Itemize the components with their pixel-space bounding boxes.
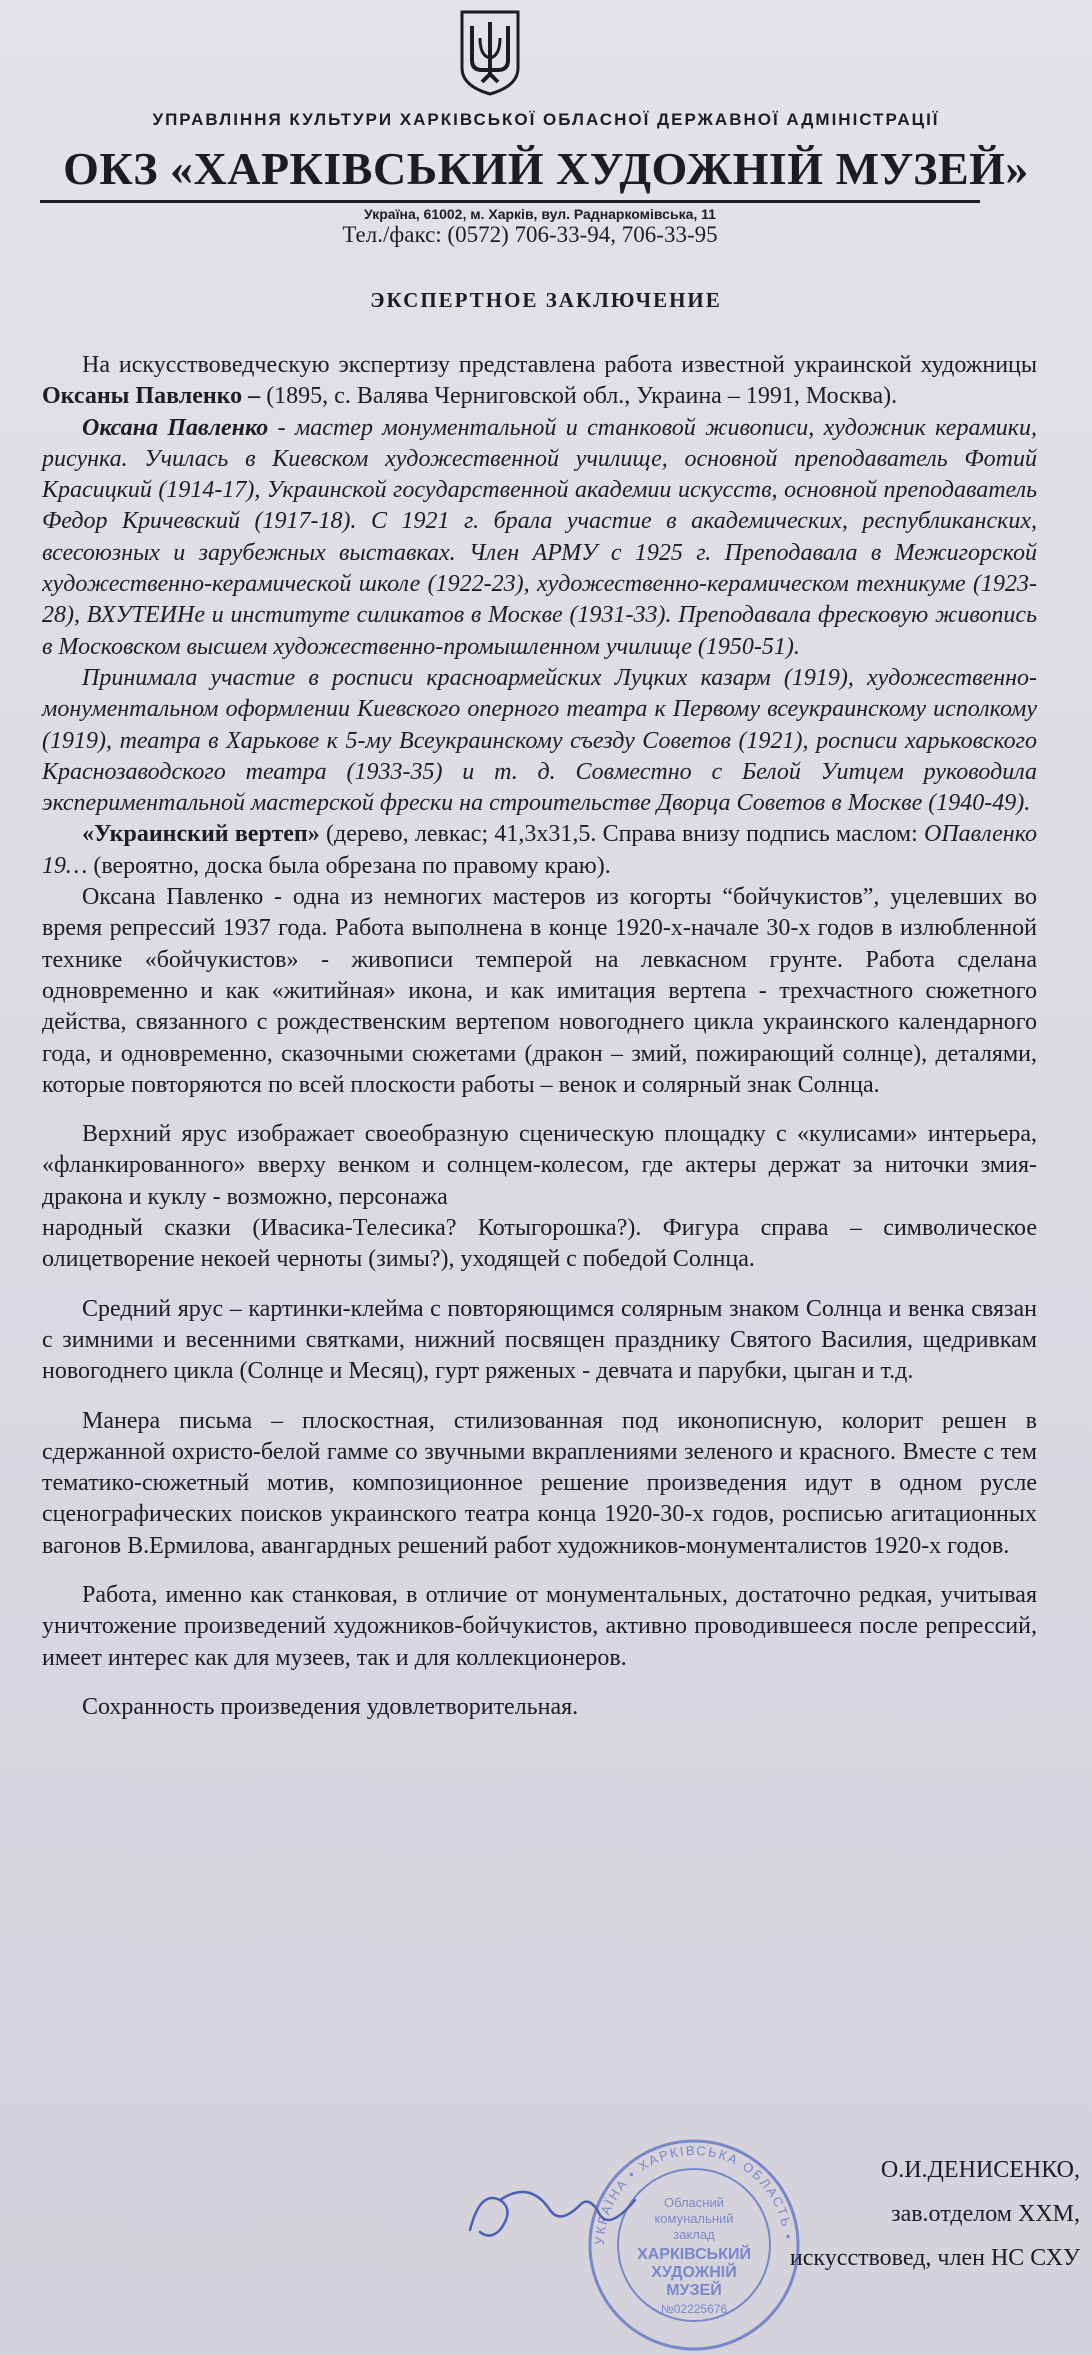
artwork-note: (вероятно, доска была обрезана по правому краю).: [87, 852, 611, 879]
paragraph-intro: [42, 350, 1037, 413]
paragraph-analysis: Оксана Павленко - одна из немногих мастеров из когорты “бойчукистов”, уцелевших во время репрессий 1937 года. Работа выполнена в конце 1920-х-начале 30-х годов в излюбленной технике «бойчукистов» - живописи темперой на левкасном грунте. Работа сделана одновременно и как «житийная» икона, и как имитация вертепа - трехчастного сюжетного действа, связанного с рождественским вертепом новогоднего цикла украинского календарного года, и одновременно, сказочными сюжетами (дракон – змий, пожирающий солнце), деталями, которые повторяются по всей плоскости работы – венок и солярный знак Солнца.: [42, 884, 1037, 1098]
paragraph-upper-tier: Верхний ярус изображает своеобразную сценическую площадку с «кулисами» интерьера, «фланкированного» вверху венком и солнцем-колесом, где актеры держат за ниточки змия-дракона и куклу - возможно, персонажа: [42, 1121, 1037, 1210]
paragraph-condition: Сохранность произведения удовлетворительная.: [82, 1693, 579, 1720]
museum-phone: Тел./факс: (0572) 706-33-94, 706-33-95: [342, 222, 718, 247]
museum-address: Україна, 61002, м. Харків, вул. Раднаркомівська, 11: [364, 206, 716, 222]
stamp-code: №02225676: [660, 2302, 728, 2316]
stamp-line-6: МУЗЕЙ: [666, 2282, 722, 2299]
trident-emblem-icon: [458, 8, 522, 96]
stamp-line-3: заклад: [673, 2227, 715, 2242]
artwork-title: «Украинский вертеп»: [82, 821, 320, 848]
artwork-signature: ОПавленко 19…: [42, 821, 1037, 879]
signer-name: О.И.ДЕНИСЕНКО,: [880, 2157, 1080, 2183]
intro-dates: (1895, с. Валява Черниговской обл., Украина – 1991, Москва).: [260, 383, 898, 410]
signer-title: искусствовед, член НС СХУ: [789, 2245, 1080, 2271]
paragraph-upper-tier-cont: народный сказки (Ивасика-Телесика? Котыгорошка?). Фигура справа – символическое олицетворение некоей черноты (зимы?), уходящей с победой Солнца.: [42, 1215, 1037, 1273]
header-divider: [40, 200, 980, 203]
stamp-line-5: ХУДОЖНІЙ: [651, 2264, 737, 2281]
handwritten-signature: [460, 2170, 660, 2250]
document-title: ЭКСПЕРТНОЕ ЗАКЛЮЧЕНИЕ: [370, 288, 722, 312]
paragraph-works: Принимала участие в росписи красноармейских Луцких казарм (1919), художественно-монументальном оформлении Киевского оперного театра к Первому всеукраинскому исполкому (1919), театра в Харькове к 5-му Всеукраинскому съезду Советов (1921), росписи харьковского Краснозаводского театра (1933-35) и т. д. Совместно с Белой Уитцем руководила экспериментальной мастерской фрески на строительстве Дворца Советов в Москве (1940-49).: [42, 664, 1037, 817]
department-name: УПРАВЛІННЯ КУЛЬТУРИ ХАРКІВСЬКОЇ ОБЛАСНОЇ ДЕРЖАВНОЇ АДМІНІСТРАЦІЇ: [152, 110, 940, 129]
paragraph-biography: [42, 413, 1037, 663]
intro-text: На искусствоведческую экспертизу представлена работа известной украинской художницы: [82, 352, 1037, 378]
signer-block: [760, 2148, 1080, 2280]
paragraph-style: Манера письма – плоскостная, стилизованная под иконописную, колорит решен в сдержанной охристо-белой гамме со звучными вкраплениями зеленого и красного. Вместе с тем тематико-сюжетный мотив, композиционное решение произведения идут в одном русле сценографических поисков украинского театра конца 1920-30-х годов, росписью агитационных вагонов В.Ермилова, авангардных решений работ художников-монументалистов 1920-х годов.: [42, 1407, 1037, 1559]
artist-name-italic: Оксана Павленко: [82, 414, 269, 441]
stamp-line-1: Обласний: [664, 2195, 724, 2210]
biography-text: - мастер монументальной и станковой живописи, художник керамики, рисунка. Училась в Киевском художественной училище, основной преподаватель Фотий Красицкий (1914-17), Украинской государственной академии искусств, основной преподаватель Федор Кричевский (1917-18). С 1921 г. брала участие в академических, республиканских, всесоюзных и зарубежных выставках. Член АРМУ с 1925 г. Преподавала в Межигорской художественно-керамической школе (1922-23), художественно-керамическом техникуме (1923-28), ВХУТЕИНе и институте силикатов в Москве (1931-33). Преподавала фресковую живопись в Московском высшем художественно-промышленном училище (1950-51).: [42, 414, 1037, 660]
stamp-line-4: ХАРКІВСЬКИЙ: [637, 2246, 751, 2263]
paragraph-middle-tier: Средний ярус – картинки-клейма с повторяющимся солярным знаком Солнца и венка связан с зимними и весенними святками, нижний посвящен празднику Святого Василия, щедривкам новогоднего цикла (Солнце и Месяц), гурт ряженых - девчата и парубки, цыган и т.д.: [42, 1295, 1037, 1385]
document-body: [42, 350, 1037, 1723]
signer-role: зав.отделом ХХМ,: [891, 2201, 1080, 2227]
paragraph-rarity: Работа, именно как станковая, в отличие от монументальных, достаточно редкая, учитывая уничтожение произведений художников-бойчукистов, активно проводившееся после репрессий, имеет интерес как для музеев, так и для коллекционеров.: [42, 1581, 1037, 1671]
stamp-ring-text: УКРАЇНА • ХАРКІВСЬКА ОБЛАСТЬ •: [591, 2142, 796, 2246]
artist-name: Оксаны Павленко –: [42, 383, 261, 410]
museum-name: ОКЗ «ХАРКІВСЬКИЙ ХУДОЖНІЙ МУЗЕЙ»: [63, 143, 1029, 194]
stamp-line-2: комунальний: [654, 2211, 734, 2226]
paragraph-artwork: [42, 819, 1037, 882]
artwork-details: (дерево, левкас; 41,3х31,5. Справа внизу подпись маслом:: [319, 821, 924, 848]
